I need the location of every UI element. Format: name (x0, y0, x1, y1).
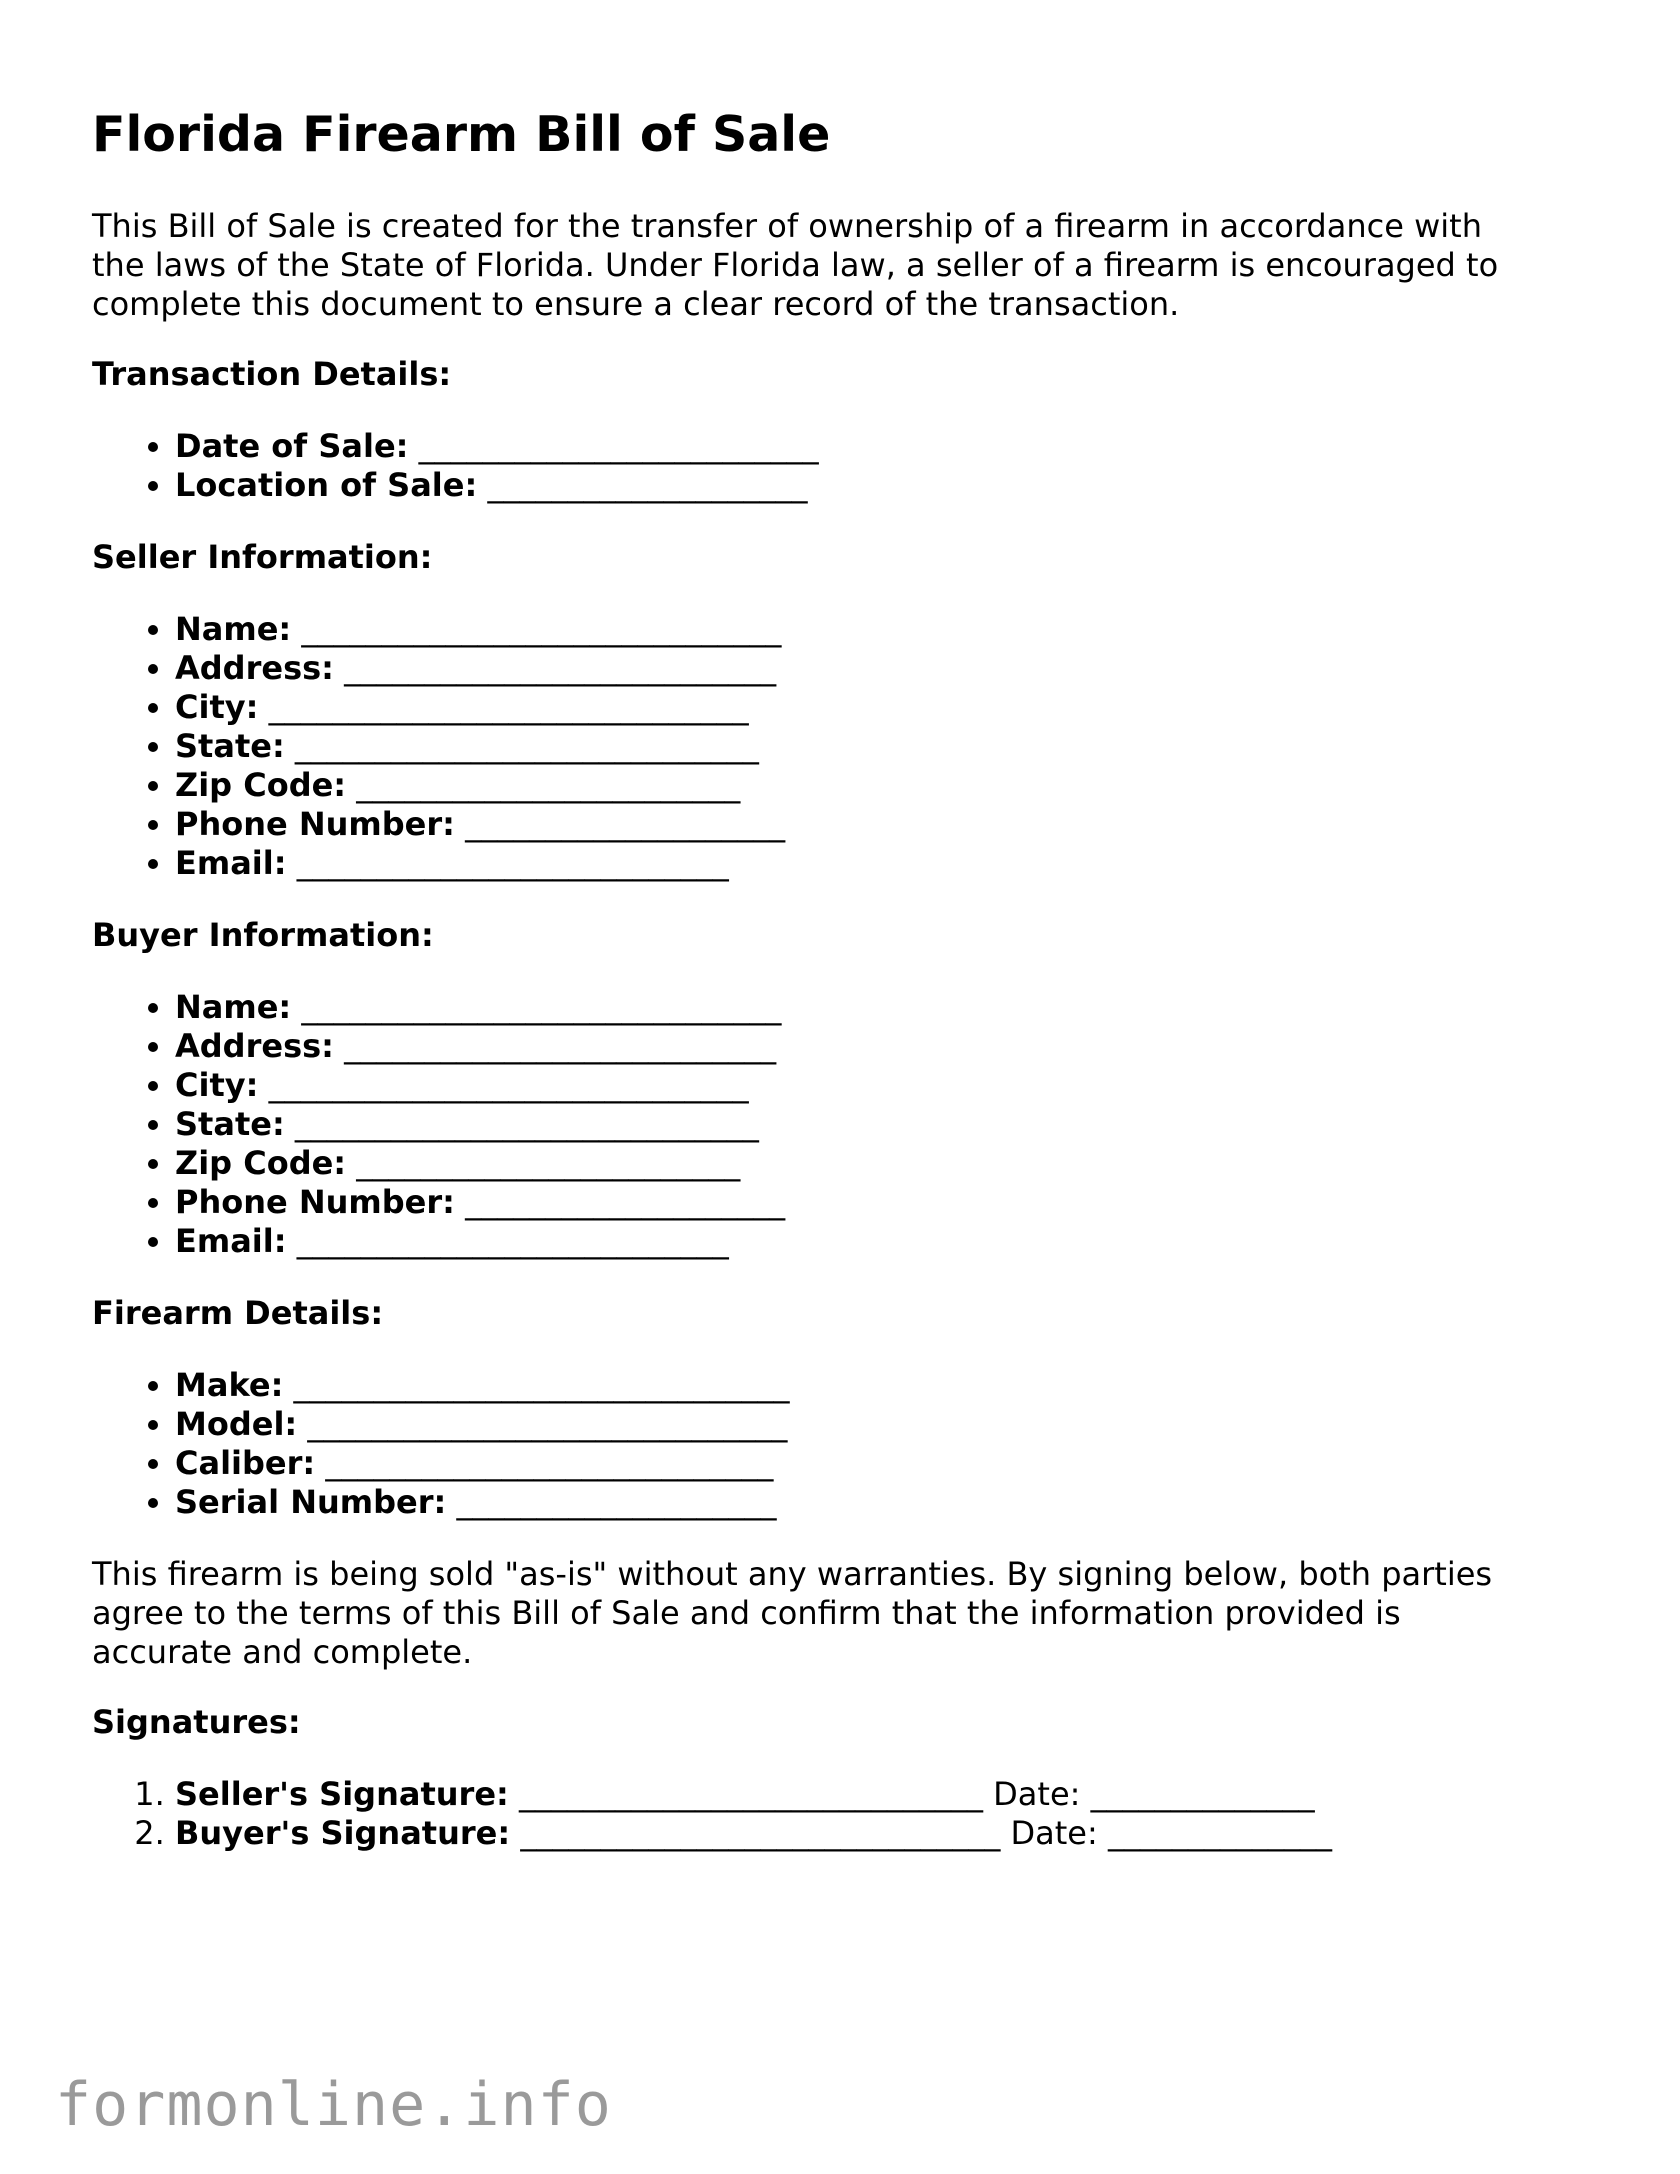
seller-heading: Seller Information: (92, 538, 433, 576)
list-item (175, 1027, 1592, 1066)
seller-phone-blank[interactable]: ____________________ (465, 805, 786, 843)
field-label: Zip Code: (175, 766, 347, 804)
firearm-caliber-blank[interactable]: ____________________________ (325, 1444, 774, 1482)
list-item (175, 1105, 1592, 1144)
date-of-sale-blank[interactable]: _________________________ (418, 427, 819, 465)
list-item (175, 610, 1592, 649)
firearm-heading: Firearm Details: (92, 1294, 384, 1332)
field-label: Name: (175, 988, 292, 1026)
list-item (175, 1814, 1592, 1853)
list-item (175, 688, 1592, 727)
seller-email-blank[interactable]: ___________________________ (296, 844, 729, 882)
field-label: Location of Sale: (175, 466, 478, 504)
list-item (175, 1183, 1592, 1222)
list-item (175, 1483, 1592, 1522)
disclaimer-paragraph: This firearm is being sold "as-is" without any warranties. By signing below, both parties agree to the terms of this Bill of Sale and confirm that the information provided is accurate and complete. (92, 1555, 1493, 1671)
list-item (175, 1444, 1592, 1483)
location-of-sale-blank[interactable]: ____________________ (487, 466, 808, 504)
list-item (175, 1066, 1592, 1105)
list-item (175, 844, 1592, 883)
field-label: Phone Number: (175, 1183, 455, 1221)
list-item (175, 988, 1592, 1027)
buyer-zip-blank[interactable]: ________________________ (356, 1144, 741, 1182)
buyer-address-blank[interactable]: ___________________________ (344, 1027, 777, 1065)
field-label: Name: (175, 610, 292, 648)
field-label: Address: (175, 1027, 334, 1065)
field-label: Date of Sale: (175, 427, 409, 465)
seller-zip-blank[interactable]: ________________________ (356, 766, 741, 804)
field-label: Make: (175, 1366, 284, 1404)
firearm-model-blank[interactable]: ______________________________ (307, 1405, 788, 1443)
buyer-email-blank[interactable]: ___________________________ (296, 1222, 729, 1260)
field-label: State: (175, 727, 285, 765)
firearm-serial-blank[interactable]: ____________________ (456, 1483, 777, 1521)
seller-date-blank[interactable]: ______________ (1090, 1775, 1315, 1813)
watermark: formonline.info (55, 2070, 612, 2140)
field-label: Zip Code: (175, 1144, 347, 1182)
list-item (175, 1366, 1592, 1405)
buyer-city-blank[interactable]: ______________________________ (268, 1066, 749, 1104)
list-item (175, 1405, 1592, 1444)
signatures-heading: Signatures: (92, 1703, 301, 1741)
firearm-list (92, 1366, 1592, 1522)
list-item (175, 649, 1592, 688)
field-label: Email: (175, 1222, 287, 1260)
transaction-list (92, 427, 1592, 505)
field-label: State: (175, 1105, 285, 1143)
intro-paragraph: This Bill of Sale is created for the transfer of ownership of a firearm in accordance with the laws of the State of Florida. Under Florida law, a seller of a firearm is encouraged to complete this document to ensure a clear record of the transaction. (92, 207, 1499, 323)
seller-signature-blank[interactable]: _____________________________ (518, 1775, 983, 1813)
list-item (175, 1775, 1592, 1814)
seller-name-blank[interactable]: ______________________________ (301, 610, 782, 648)
field-label: Serial Number: (175, 1483, 447, 1521)
buyer-phone-blank[interactable]: ____________________ (465, 1183, 786, 1221)
list-item (175, 1144, 1592, 1183)
buyer-date-blank[interactable]: ______________ (1107, 1814, 1332, 1852)
field-label: City: (175, 1066, 259, 1104)
list-item (175, 466, 1592, 505)
field-label: Email: (175, 844, 287, 882)
field-label: City: (175, 688, 259, 726)
buyer-state-blank[interactable]: _____________________________ (294, 1105, 759, 1143)
list-item (175, 1222, 1592, 1261)
seller-city-blank[interactable]: ______________________________ (268, 688, 749, 726)
buyer-signature-blank[interactable]: ______________________________ (520, 1814, 1001, 1852)
field-label: Caliber: (175, 1444, 316, 1482)
list-item (175, 727, 1592, 766)
buyer-name-blank[interactable]: ______________________________ (301, 988, 782, 1026)
seller-state-blank[interactable]: _____________________________ (294, 727, 759, 765)
page-title: Florida Firearm Bill of Sale (92, 106, 831, 163)
date-label: Date: (993, 1775, 1081, 1813)
buyer-heading: Buyer Information: (92, 916, 434, 954)
seller-list (92, 610, 1592, 883)
field-label: Buyer's Signature: (175, 1814, 511, 1852)
date-label: Date: (1010, 1814, 1098, 1852)
seller-address-blank[interactable]: ___________________________ (344, 649, 777, 687)
firearm-make-blank[interactable]: _______________________________ (293, 1366, 790, 1404)
list-item (175, 805, 1592, 844)
field-label: Phone Number: (175, 805, 455, 843)
field-label: Address: (175, 649, 334, 687)
transaction-heading: Transaction Details: (92, 355, 452, 393)
signatures-list (92, 1775, 1592, 1853)
document-page (92, 106, 1592, 1886)
list-item (175, 427, 1592, 466)
buyer-list (92, 988, 1592, 1261)
field-label: Seller's Signature: (175, 1775, 509, 1813)
field-label: Model: (175, 1405, 298, 1443)
list-item (175, 766, 1592, 805)
